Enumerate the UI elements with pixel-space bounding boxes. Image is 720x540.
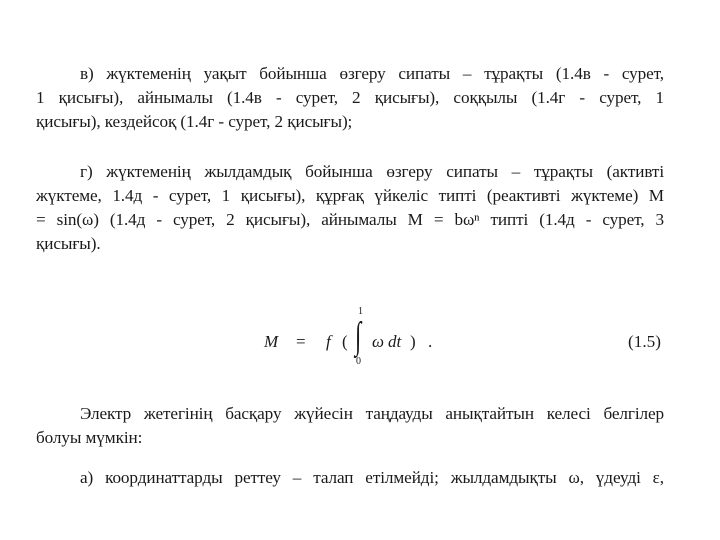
equation-number: (1.5) [628,332,661,351]
text-line: қисығы), кездейсоқ (1.4г - сурет, 2 қисығы); [36,112,353,131]
formula-omega: ω [372,332,385,351]
formula-left-paren: ( [342,332,348,351]
text-line: Электр жетегінің басқару жүйесін таңдауды анықтайтын келесі белгілер [80,404,664,423]
equation-1-5 [0,306,720,372]
formula-right-paren: ) [410,332,416,351]
text-line: в) жүктеменің уақыт бойынша өзгеру сипаты – тұрақты (1.4в - сурет, [80,64,664,83]
text-line: қисығы). [36,234,101,253]
formula-lhs: M [264,332,279,351]
integral-sign: ∫ [355,315,362,357]
text-line: жүктеме, 1.4д - сурет, 1 қисығы), құрғақ үйкеліс типті (реактивті жүктеме) M [36,186,664,205]
integral-upper-limit: 1 [358,306,363,317]
paragraph-a [36,466,664,490]
formula-dt: dt [388,332,402,351]
paragraph-e [36,402,664,450]
formula-equals: = [296,332,306,351]
integral-lower-limit: 0 [356,356,361,367]
text-line: г) жүктеменің жылдамдық бойынша өзгеру сипаты – тұрақты (активті [80,162,664,181]
text-line: а) координаттарды реттеу – талап етілмейді; жылдамдықты ω, үдеуді ε, [80,468,664,487]
text-line: = sin(ω) (1.4д - сурет, 2 қисығы), айнымалы M = bωⁿ типті (1.4д - сурет, 3 [36,210,664,229]
paragraph-g [36,160,664,256]
text-line: 1 қисығы), айнымалы (1.4в - сурет, 2 қисығы), соққылы (1.4г - сурет, 1 [36,88,664,107]
formula-period: . [428,332,433,351]
text-line: болуы мүмкін: [36,428,143,447]
formula-function: f [326,332,331,351]
paragraph-v [36,62,664,134]
